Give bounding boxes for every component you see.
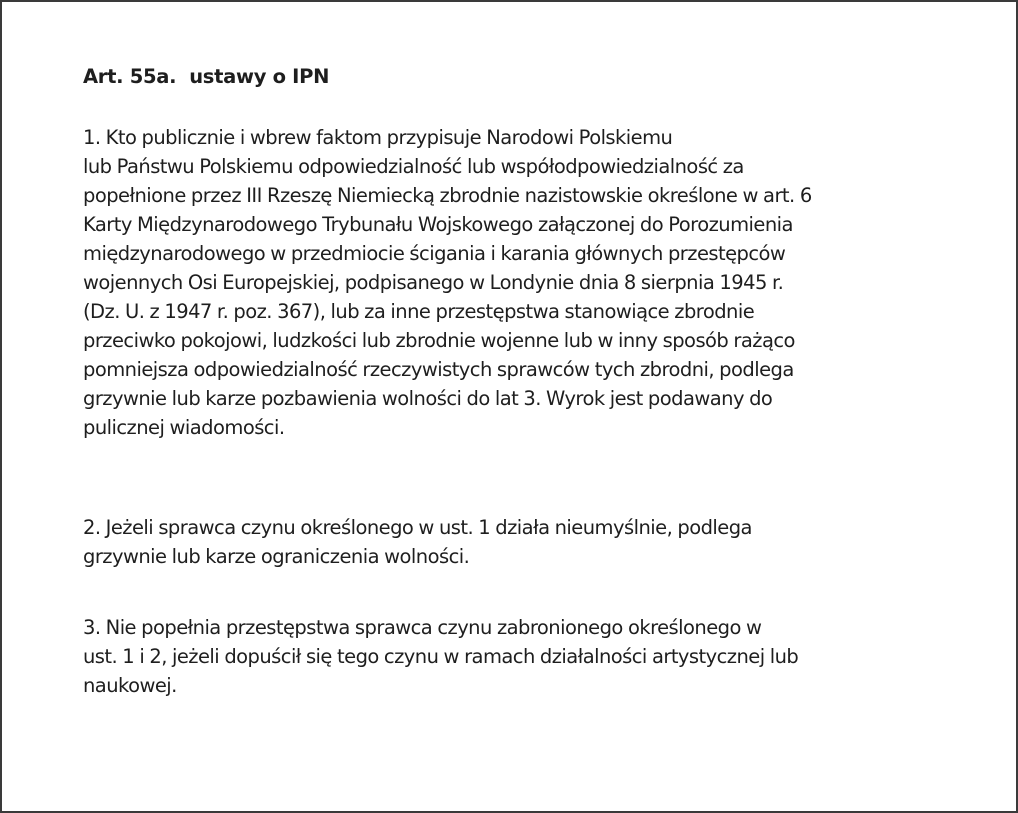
paragraph-2 bbox=[83, 513, 752, 571]
text-line: 1. Kto publicznie i wbrew faktom przypisuje Narodowi Polskiemu bbox=[83, 126, 673, 149]
text-line: wojennych Osi Europejskiej, podpisanego w Londynie dnia 8 sierpnia 1945 r. bbox=[83, 271, 784, 294]
text-line: Karty Międzynarodowego Trybunału Wojskowego załączonej do Porozumienia bbox=[83, 213, 793, 236]
paragraph-3 bbox=[83, 613, 798, 700]
text-line: ust. 1 i 2, jeżeli dopuścił się tego czynu w ramach działalności artystycznej lub bbox=[83, 645, 799, 668]
text-line: naukowej. bbox=[83, 674, 177, 697]
text-line: przeciwko pokojowi, ludzkości lub zbrodnie wojenne lub w inny sposób rażąco bbox=[83, 329, 795, 352]
text-line: grzywnie lub karze pozbawienia wolności do lat 3. Wyrok jest podawany do bbox=[83, 387, 773, 410]
text-line: popełnione przez III Rzeszę Niemiecką zbrodnie nazistowskie określone w art. 6 bbox=[83, 184, 812, 207]
text-line: lub Państwu Polskiemu odpowiedzialność lub współodpowiedzialność za bbox=[83, 155, 744, 178]
text-line: pomniejsza odpowiedzialność rzeczywistych sprawców tych zbrodni, podlega bbox=[83, 358, 794, 381]
text-line: pulicznej wiadomości. bbox=[83, 416, 285, 439]
document-title: Art. 55a. ustawy o IPN bbox=[83, 65, 330, 88]
text-line: 2. Jeżeli sprawca czynu określonego w ust. 1 działa nieumyślnie, podlega bbox=[83, 516, 752, 539]
text-line: (Dz. U. z 1947 r. poz. 367), lub za inne przestępstwa stanowiące zbrodnie bbox=[83, 300, 755, 323]
text-line: międzynarodowego w przedmiocie ścigania i karania głównych przestępców bbox=[83, 242, 786, 265]
text-line: grzywnie lub karze ograniczenia wolności. bbox=[83, 545, 470, 568]
text-line: 3. Nie popełnia przestępstwa sprawca czynu zabronionego określonego w bbox=[83, 616, 762, 639]
paragraph-1 bbox=[83, 123, 812, 442]
